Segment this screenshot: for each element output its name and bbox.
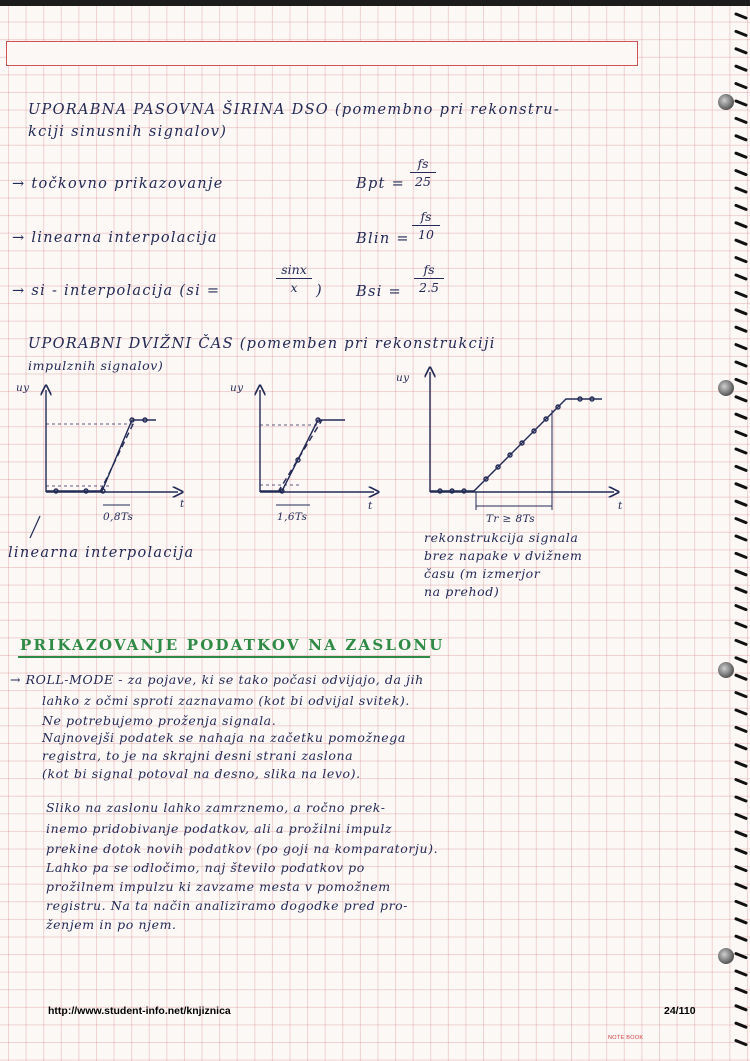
spiral-coil (736, 275, 746, 279)
body-line-2: lahko z očmi sproti zaznavamo (kot bi odvijal svitek). (42, 693, 410, 708)
spiral-coil (736, 466, 746, 470)
spiral-coil (736, 519, 746, 523)
si-denominator: x (290, 280, 298, 296)
graph2-y-label: uy (230, 382, 244, 394)
spiral-coil (736, 988, 746, 992)
spiral-coil (736, 606, 746, 610)
spiral-coil (736, 693, 746, 697)
bsi-denominator: 2.5 (419, 280, 439, 296)
graph1-x-label: t (180, 498, 185, 510)
spiral-coil (736, 675, 746, 679)
spiral-coil (736, 954, 746, 958)
formula-bsi-lhs: Bsi = (356, 284, 402, 300)
spiral-coil (736, 171, 746, 175)
body2-line-6: registru. Na ta način analiziramo dogodke pred pro- (46, 898, 409, 913)
spiral-coil (736, 84, 746, 88)
formula-bpt-lhs: Bpt = (356, 176, 406, 192)
spiral-coil (736, 188, 746, 192)
bandwidth-title-line2: kciji sinusnih signalov) (28, 124, 228, 140)
spiral-coil (736, 258, 746, 262)
spiral-coil (736, 745, 746, 749)
note-right-line2: brez napake v dvižnem (424, 548, 583, 563)
spiral-coil (736, 484, 746, 488)
spiral-coil (736, 867, 746, 871)
spiral-coil (736, 884, 746, 888)
spiral-coil (736, 153, 746, 157)
spiral-coil (736, 14, 746, 18)
body2-line-3: prekine dotok novih podatkov (po goji na komparatorju). (46, 841, 439, 856)
si-close-paren: ) (316, 283, 323, 299)
body2-line-5: prožilnem impulzu ki zavzame mesta v pomožnem (46, 879, 391, 894)
spiral-coil (736, 936, 746, 940)
notebook-brand: NOTE BOOK (608, 1035, 644, 1041)
spiral-coil (736, 205, 746, 209)
spiral-coil (736, 31, 746, 35)
spiral-coil (736, 223, 746, 227)
bandwidth-title-line1: UPORABNA PASOVNA ŠIRINA DSO (pomembno pri rekonstru- (28, 102, 561, 118)
spiral-coil (736, 901, 746, 905)
spiral-coil (736, 397, 746, 401)
spiral-coil (736, 66, 746, 70)
spiral-coil (736, 536, 746, 540)
formula-blin-lhs: Blin = (356, 231, 410, 247)
body2-line-7: ženjem in po njem. (46, 917, 177, 932)
note-right-line4: na prehod) (424, 584, 500, 599)
rise-time-title-line1: UPORABNI DVIŽNI ČAS (pomemben pri rekonstrukciji (28, 336, 496, 352)
spiral-coil (736, 849, 746, 853)
bpt-numerator: fs (417, 156, 429, 171)
spiral-coil (736, 832, 746, 836)
spiral-coil (736, 1006, 746, 1010)
body-line-3: Ne potrebujemo proženja signala. (42, 713, 277, 728)
note-linear-interpolation: linearna interpolacija (8, 545, 195, 561)
spiral-coil (736, 710, 746, 714)
spiral-coil (736, 919, 746, 923)
spiral-coil (736, 640, 746, 644)
spiral-coil (736, 501, 746, 505)
spiral-coil (736, 292, 746, 296)
bpt-denominator: 25 (415, 174, 431, 190)
body-line-6: (kot bi signal potoval na desno, slika na levo). (42, 766, 361, 781)
graph2-x-label: t (368, 500, 373, 512)
spiral-coil (736, 1023, 746, 1027)
body2-line-4: Lahko pa se odločimo, naj število podatkov po (46, 860, 365, 875)
spiral-coil (736, 101, 746, 105)
body-line-4: Najnovejši podatek se nahaja na začetku pomožnega (42, 730, 406, 745)
spiral-coil (736, 449, 746, 453)
spiral-coil (736, 814, 746, 818)
graph1-y-label: uy (16, 382, 30, 394)
spiral-coil (736, 658, 746, 662)
rise-time-title-line2: impulznih signalov) (28, 358, 164, 373)
item-si-interpolation: → si - interpolacija (si = (12, 283, 221, 299)
spiral-coil (736, 623, 746, 627)
spiral-coil (736, 310, 746, 314)
footer-page-number: 24/110 (664, 1005, 696, 1017)
spiral-coil (736, 797, 746, 801)
bsi-numerator: fs (423, 262, 435, 277)
graph2-interval-label: 1,6Ts (277, 511, 308, 523)
body2-line-2: inemo pridobivanje podatkov, ali a prožilni impulz (46, 821, 393, 836)
spiral-coil (736, 432, 746, 436)
spiral-coil (736, 553, 746, 557)
graph3-x-label: t (618, 500, 623, 512)
spiral-coil (736, 362, 746, 366)
note-right-line1: rekonstrukcija signala (424, 530, 579, 545)
body2-line-1: Sliko na zaslonu lahko zamrznemo, a ročno prek- (46, 800, 386, 815)
blin-numerator: fs (420, 209, 432, 224)
spiral-coil (736, 414, 746, 418)
spiral-coil (736, 762, 746, 766)
spiral-coil (736, 571, 746, 575)
spiral-coil (736, 588, 746, 592)
graph3-y-label: uy (396, 372, 410, 384)
graph3-interval-label: Tr ≥ 8Ts (486, 513, 536, 525)
spiral-coil (736, 1041, 746, 1045)
note-right-line3: času (m izmerjor (424, 566, 541, 581)
blin-denominator: 10 (418, 227, 434, 243)
spiral-coil (736, 379, 746, 383)
spiral-coil (736, 971, 746, 975)
graph1-interval-label: 0,8Ts (103, 511, 134, 523)
spiral-coil (736, 327, 746, 331)
spiral-coil (736, 780, 746, 784)
spiral-coil (736, 727, 746, 731)
item-dot-display: → točkovno prikazovanje (12, 176, 224, 192)
body-line-5: registra, to je na skrajni desni strani zaslona (42, 748, 354, 763)
footer-url: http://www.student-info.net/knjiznica (48, 1005, 231, 1017)
item-linear-interpolation: → linearna interpolacija (12, 230, 218, 246)
si-numerator: sinx (281, 262, 307, 277)
spiral-coil (736, 118, 746, 122)
spiral-coil (736, 49, 746, 53)
spiral-coil (736, 240, 746, 244)
spiral-coil (736, 345, 746, 349)
body-line-1: → ROLL-MODE - za pojave, ki se tako počasi odvijajo, da jih (10, 672, 424, 687)
section-title: PRIKAZOVANJE PODATKOV NA ZASLONU (20, 636, 445, 654)
spiral-coil (736, 136, 746, 140)
